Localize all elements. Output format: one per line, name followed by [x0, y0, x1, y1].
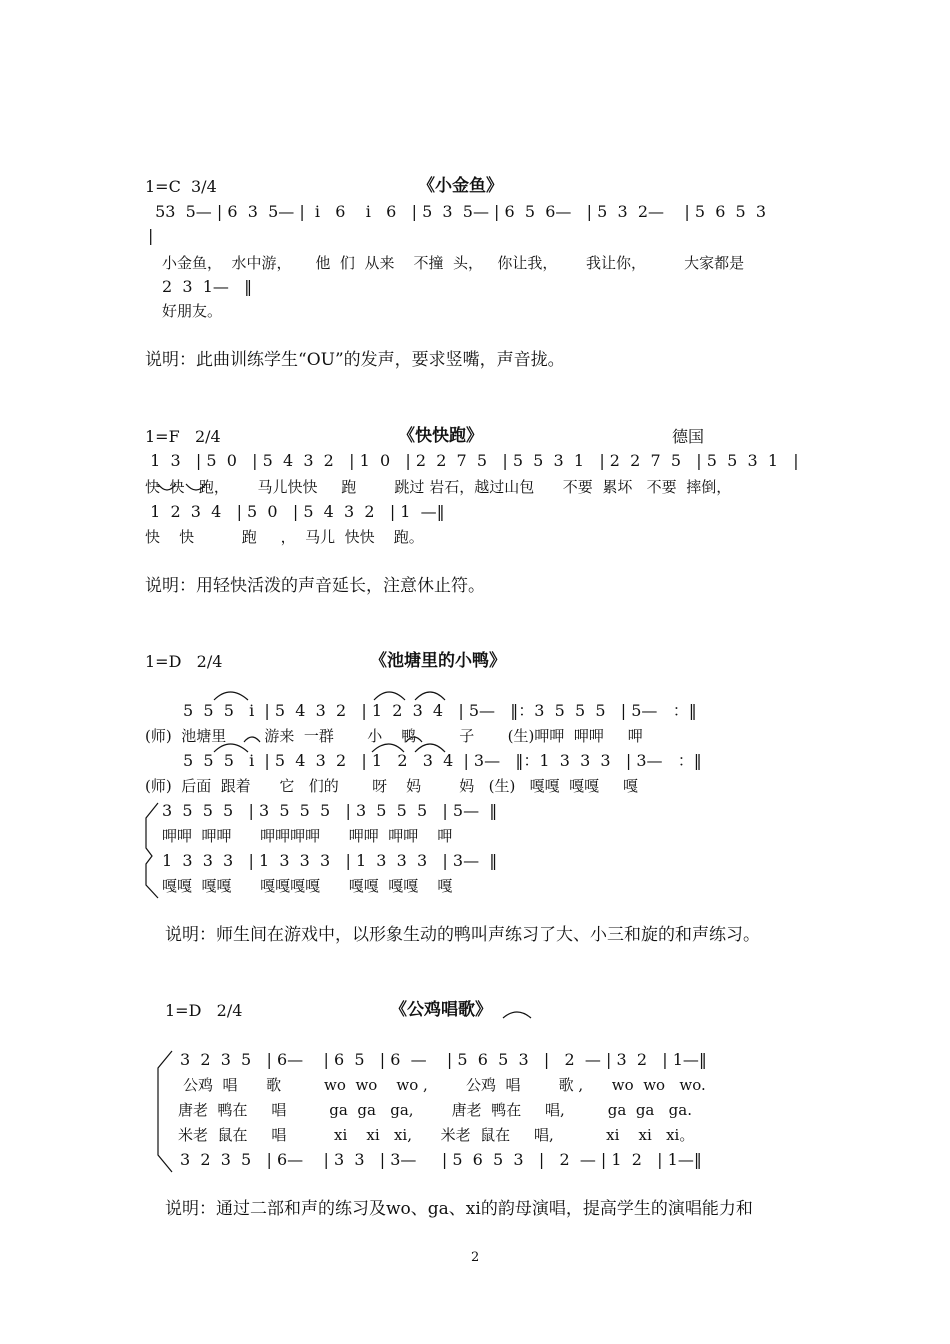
song3-key: 1=D 2/4: [145, 652, 223, 671]
song1-notation-line2: |: [148, 226, 154, 245]
page-number: 2: [471, 1250, 480, 1265]
song2-origin: 德国: [672, 427, 705, 446]
song3-lyrics-line3: 呷呷 呷呷 呷呷呷呷 呷呷 呷呷 呷: [162, 827, 453, 845]
song2-lyrics-line2: 快 快 跑 ， 马儿 快快 跑。: [145, 528, 424, 546]
song4-notation-line1: 3 2 3 5 | 6— | 6 5 | 6 — | 5 6 5 3 | 2 — | 3 2 | 1—‖: [180, 1050, 707, 1069]
song4-lyrics-line3: 米老 鼠在 唱 xi xi xi, 米老 鼠在 唱, xi xi xi。: [178, 1126, 695, 1144]
song1-key: 1=C 3/4: [145, 177, 217, 196]
song3-lyrics-line2: (师) 后面 跟着 它 们的 呀 妈 妈 (生) 嘎嘎 嘎嘎 嘎: [145, 777, 638, 795]
song4-key: 1=D 2/4: [165, 1001, 243, 1020]
song3-notation-line4: 1 3 3 3 | 1 3 3 3 | 1 3 3 3 | 3— ‖: [162, 851, 498, 870]
song2-key: 1=F 2/4: [145, 427, 221, 446]
song3-title: 《池塘里的小鸭》: [370, 651, 506, 671]
song4-notation-line2: 3 2 3 5 | 6— | 3 3 | 3— | 5 6 5 3 | 2 — | 1 2 | 1—‖: [180, 1150, 702, 1169]
song1-title: 《小金鱼》: [418, 176, 503, 196]
song3-description: 说明：师生间在游戏中，以形象生动的鸭叫声练习了大、小三和旋的和声练习。: [165, 925, 760, 945]
song3-notation-line2: 5 5 5 i | 5 4 3 2 | 1 2 3 4 | 3— ‖：1 3 3 3 | 3— ：‖: [183, 751, 702, 770]
song3-lyrics-line4: 嘎嘎 嘎嘎 嘎嘎嘎嘎 嘎嘎 嘎嘎 嘎: [162, 877, 453, 895]
song2-notation-line2: 1 2 3 4 | 5 0 | 5 4 3 2 | 1 —‖: [145, 502, 445, 521]
song2-title: 《快快跑》: [398, 426, 483, 446]
song2-lyrics-line1: 快 快 跑， 马儿快快 跑 跳过 岩石，越过山包 不要 累坏 不要 摔倒，: [145, 478, 732, 496]
song1-notation-line3: 2 3 1— ‖: [162, 277, 253, 296]
song3-notation-line3: 3 5 5 5 | 3 5 5 5 | 3 5 5 5 | 5— ‖: [162, 801, 498, 820]
song4-lyrics-line1: 公鸡 唱 歌 wo wo wo , 公鸡 唱 歌 , wo wo wo.: [183, 1076, 706, 1094]
song2-description: 说明：用轻快活泼的声音延长，注意休止符。: [145, 576, 485, 596]
song2-notation-line1: 1 3 | 5 0 | 5 4 3 2 | 1 0 | 2 2 7 5 | 5 5 3 1 | 2 2 7 5 | 5 5 3 1 |: [145, 451, 799, 470]
song4-title: 《公鸡唱歌》: [390, 1000, 492, 1020]
song1-lyrics-line2: 好朋友。: [162, 302, 223, 320]
song3-lyrics-line1: (师) 池塘里 游来 一群 小 鸭 子 (生)呷呷 呷呷 呷: [145, 727, 643, 745]
song4-description: 说明：通过二部和声的练习及wo、ga、xi的韵母演唱，提高学生的演唱能力和: [165, 1199, 753, 1219]
song1-description: 说明：此曲训练学生“OU”的发声，要求竖嘴，声音拢。: [145, 350, 565, 370]
song1-lyrics-line1: 小金鱼， 水中游， 他 们 从来 不撞 头， 你让我， 我让你， 大家都是: [162, 254, 745, 272]
song4-lyrics-line2: 唐老 鸭在 唱 ga ga ga, 唐老 鸭在 唱, ga ga ga.: [178, 1101, 692, 1119]
song1-notation-line1: 53 5— | 6 3 5— | i 6 i 6 | 5 3 5— | 6 5 6— | 5 3 2— | 5 6 5 3: [150, 202, 767, 221]
song3-notation-line1: 5 5 5 i | 5 4 3 2 | 1 2 3 4 | 5— ‖：3 5 5 5 | 5— ：‖: [183, 701, 697, 720]
